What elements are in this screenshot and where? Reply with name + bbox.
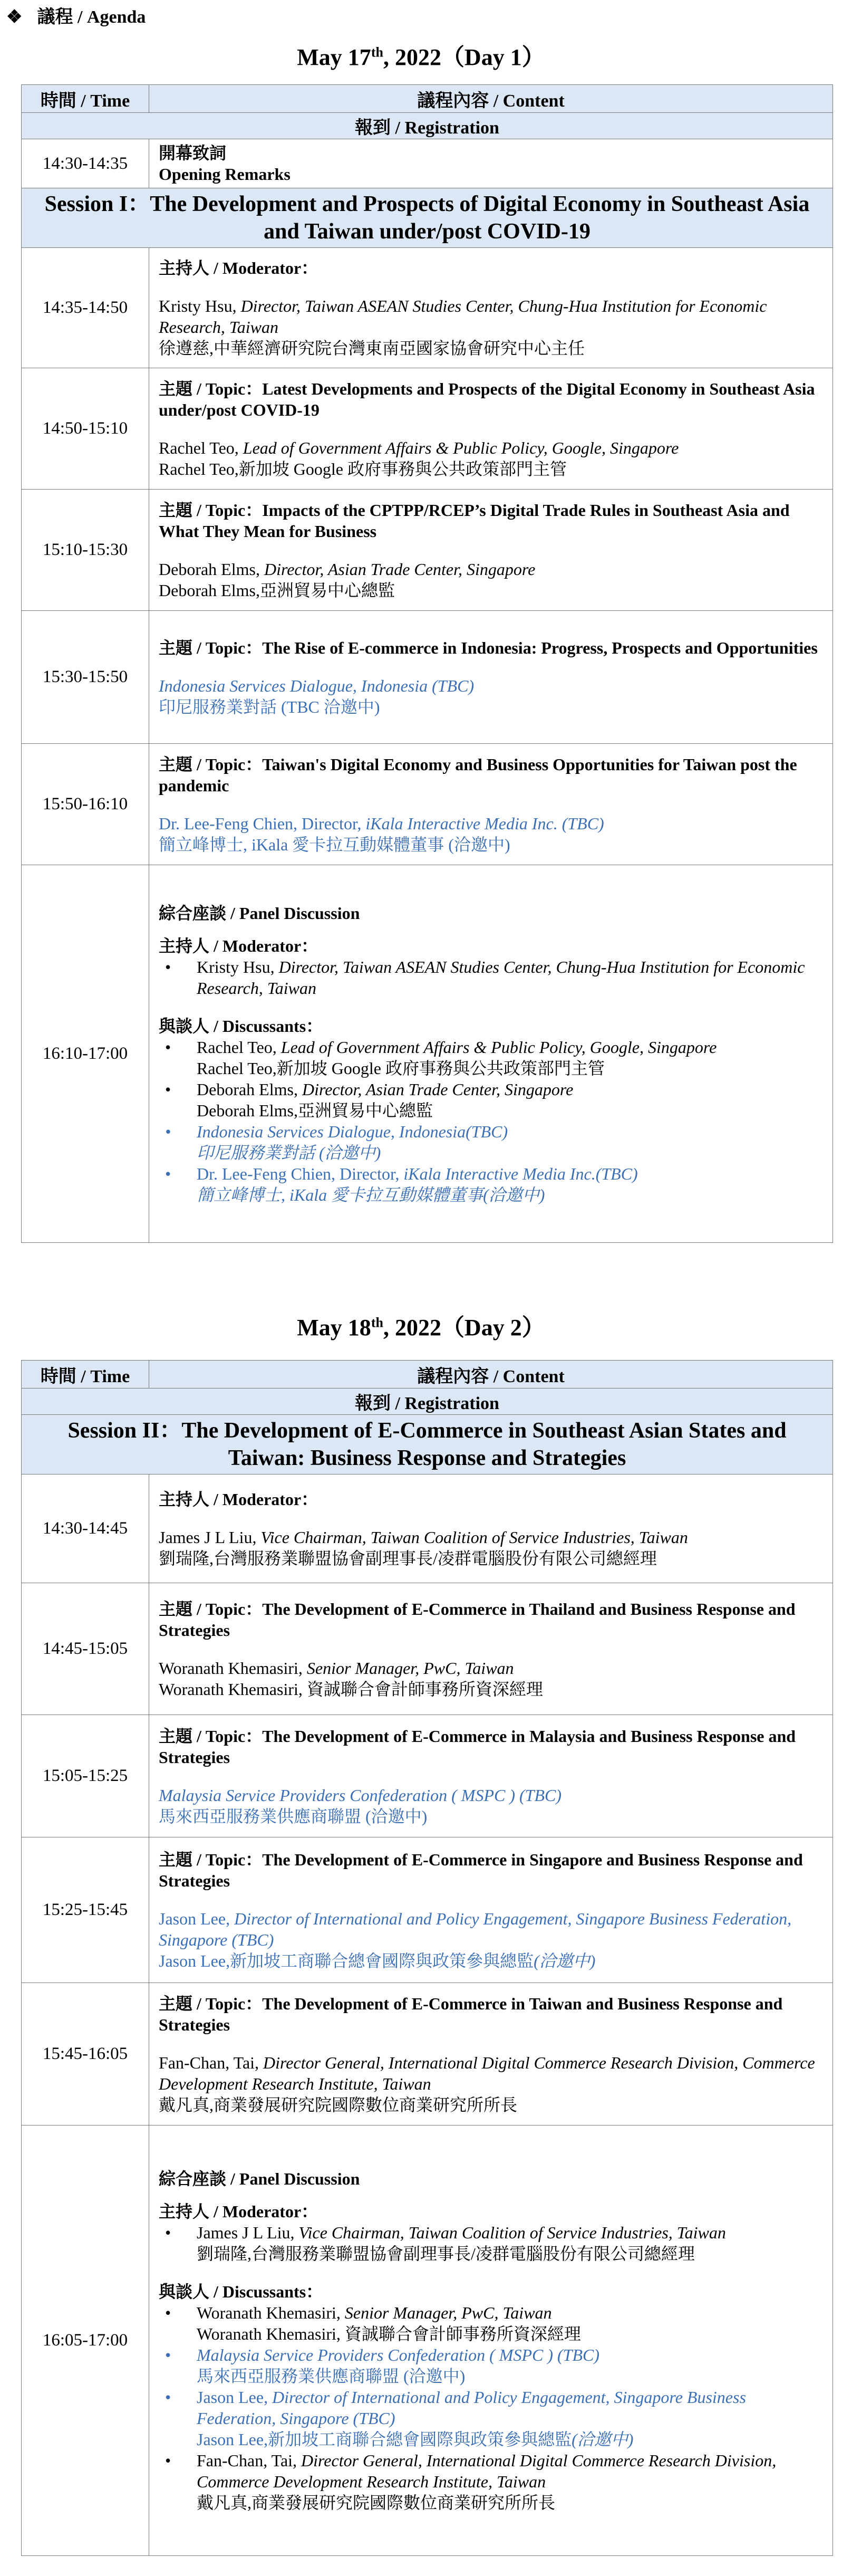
day2-panel-row: 16:05-17:00 綜合座談 / Panel Discussion 主持人 / Moderator： • James J L Liu, Vice Chairman, Taiwan Coalition of Service Industries, Taiwan 劉瑞隆,台灣服務業聯盟協會副理事長/凌群電腦股份有限公司總經理 與談人 / Discussants： • Woranath Khemasiri, Senior Manager, PwC, Taiwan Woranath Khemasiri, 資誠聯合會計師事務所資深經理 • Malaysia Service Providers Confederation ( MSPC ) (TBC) 馬來西亞服務業供應商聯盟 (洽邀中) • Jason Lee, Director of International and Policy Engagement, Singapore Business Federation, Singapore (TBC) Jason Lee,新加坡工商聯合總會國際與政策參與總監(洽邀中) • Fan-Chan, Tai, Director General, International Digital Commerce Research Division, Commerce Development Research Institute, Taiwan 戴凡真,商業發展研究院國際數位商業研究所所長 [22,2125,833,2556]
day1-agenda-table [21,84,833,1243]
list-item: • Indonesia Services Dialogue, Indonesia(TBC) 印尼服務業對話 (洽邀中) [159,1121,823,1163]
day2-topic-row: 15:25-15:45 主題 / Topic：The Development of E-Commerce in Singapore and Business Response and Strategies Jason Lee, Director of International and Policy Engagement, Singapore Business Federation, Singapore (TBC) Jason Lee,新加坡工商聯合總會國際與政策參與總監(洽邀中) [22,1837,833,1983]
opening-row [22,139,833,188]
registration-row: 報到 / Registration [22,1388,833,1415]
topic-content: 主題 / Topic：Taiwan's Digital Economy and Business Opportunities for Taiwan post the pandemic Dr. Lee-Feng Chien, Director, iKala Interactive Media Inc. (TBC) 簡立峰博士, iKala 愛卡拉互動媒體董事 (洽邀中) [149,744,833,865]
time-column-header: 時間 / Time [22,85,149,113]
session-2-row [22,1415,833,1474]
day1-title: May 17th, 2022（Day 1） [297,44,545,70]
day1-panel-row: 16:10-17:00 綜合座談 / Panel Discussion 主持人 / Moderator： • Kristy Hsu, Director, Taiwan ASEAN Studies Center, Chung-Hua Institution for Economic Research, Taiwan 與談人 / Discussants： • Rachel Teo, Lead of Government Affairs & Public Policy, Google, Singapore Rachel Teo,新加坡 Google 政府事務與公共政策部門主管 • Deborah Elms, Director, Asian Trade Center, Singapore Deborah Elms,亞洲貿易中心總監 • Indonesia Services Dialogue, Indonesia(TBC) 印尼服務業對話 (洽邀中) • Dr. Lee-Feng Chien, Director, iKala Interactive Media Inc.(TBC) 簡立峰博士, iKala 愛卡拉互動媒體董事(洽邀中) [22,865,833,1243]
topic-content: 主題 / Topic：The Development of E-Commerce in Malaysia and Business Response and Strategies Malaysia Service Providers Confederation ( MSPC ) (TBC) 馬來西亞服務業供應商聯盟 (洽邀中) [149,1715,833,1837]
opening-time: 14:30-14:35 [22,139,149,188]
day2-topic-row: 14:45-15:05 主題 / Topic：The Development of E-Commerce in Thailand and Business Response and Strategies Woranath Khemasiri, Senior Manager, PwC, Taiwan Woranath Khemasiri, 資誠聯合會計師事務所資深經理 [22,1583,833,1715]
day2-title: May 18th, 2022（Day 2） [297,1315,545,1340]
day1-topic-row: 15:10-15:30 主題 / Topic：Impacts of the CPTPP/RCEP’s Digital Trade Rules in Southeast Asia and What They Mean for Business Deborah Elms, Director, Asian Trade Center, Singapore Deborah Elms,亞洲貿易中心總監 [22,490,833,611]
topic-content: 主題 / Topic：Impacts of the CPTPP/RCEP’s Digital Trade Rules in Southeast Asia and What They Mean for Business Deborah Elms, Director, Asian Trade Center, Singapore Deborah Elms,亞洲貿易中心總監 [149,490,833,611]
topic-content: 主題 / Topic：The Rise of E-commerce in Indonesia: Progress, Prospects and Opportunities Indonesia Services Dialogue, Indonesia (TBC) 印尼服務業對話 (TBC 洽邀中) [149,611,833,744]
list-item: • Deborah Elms, Director, Asian Trade Center, Singapore Deborah Elms,亞洲貿易中心總監 [159,1079,823,1121]
agenda-title-en: / Agenda [77,7,146,27]
table-header-row [22,85,833,113]
diamond-bullet-icon: ❖ [6,7,23,27]
list-item: • Rachel Teo, Lead of Government Affairs & Public Policy, Google, Singapore Rachel Teo,新加坡 Google 政府事務與公共政策部門主管 [159,1037,823,1079]
list-item: • Woranath Khemasiri, Senior Manager, PwC, Taiwan Woranath Khemasiri, 資誠聯合會計師事務所資深經理 [159,2302,823,2344]
day2-topic-row: 15:45-16:05 主題 / Topic：The Development of E-Commerce in Taiwan and Business Response and Strategies Fan-Chan, Tai, Director General, International Digital Commerce Research Division, Commerce Development Research Institute, Taiwan 戴凡真,商業發展研究院國際數位商業研究所所長 [22,1983,833,2125]
session-2-title: Session II：The Development of E-Commerce in Southeast Asian States and Taiwan: Business Response and Strategies [22,1415,833,1474]
panel-content: 綜合座談 / Panel Discussion 主持人 / Moderator： • Kristy Hsu, Director, Taiwan ASEAN Studies Center, Chung-Hua Institution for Economic Research, Taiwan 與談人 / Discussants： • Rachel Teo, Lead of Government Affairs & Public Policy, Google, Singapore Rachel Teo,新加坡 Google 政府事務與公共政策部門主管 • Deborah Elms, Director, Asian Trade Center, Singapore Deborah Elms,亞洲貿易中心總監 • Indonesia Services Dialogue, Indonesia(TBC) 印尼服務業對話 (洽邀中) • Dr. Lee-Feng Chien, Director, iKala Interactive Media Inc.(TBC) 簡立峰博士, iKala 愛卡拉互動媒體董事(洽邀中) [149,865,833,1243]
table-header-row [22,1361,833,1388]
list-item: • Dr. Lee-Feng Chien, Director, iKala Interactive Media Inc.(TBC) 簡立峰博士, iKala 愛卡拉互動媒體董事(洽邀中) [159,1163,823,1205]
topic-content: 主題 / Topic：The Development of E-Commerce in Singapore and Business Response and Strategies Jason Lee, Director of International and Policy Engagement, Singapore Business Federation, Singapore (TBC) Jason Lee,新加坡工商聯合總會國際與政策參與總監(洽邀中) [149,1837,833,1983]
panel-content: 綜合座談 / Panel Discussion 主持人 / Moderator： • James J L Liu, Vice Chairman, Taiwan Coalition of Service Industries, Taiwan 劉瑞隆,台灣服務業聯盟協會副理事長/凌群電腦股份有限公司總經理 與談人 / Discussants： • Woranath Khemasiri, Senior Manager, PwC, Taiwan Woranath Khemasiri, 資誠聯合會計師事務所資深經理 • Malaysia Service Providers Confederation ( MSPC ) (TBC) 馬來西亞服務業供應商聯盟 (洽邀中) • Jason Lee, Director of International and Policy Engagement, Singapore Business Federation, Singapore (TBC) Jason Lee,新加坡工商聯合總會國際與政策參與總監(洽邀中) • Fan-Chan, Tai, Director General, International Digital Commerce Research Division, Commerce Development Research Institute, Taiwan 戴凡真,商業發展研究院國際數位商業研究所所長 [149,2125,833,2556]
session-1-title: Session I：The Development and Prospects of Digital Economy in Southeast Asia and Taiwan under/post COVID-19 [22,188,833,248]
day2-moderator-row: 14:30-14:45 主持人 / Moderator： James J L Liu, Vice Chairman, Taiwan Coalition of Service Industries, Taiwan 劉瑞隆,台灣服務業聯盟協會副理事長/凌群電腦股份有限公司總經理 [22,1474,833,1583]
topic-content: 主題 / Topic：The Development of E-Commerce in Thailand and Business Response and Strategies Woranath Khemasiri, Senior Manager, PwC, Taiwan Woranath Khemasiri, 資誠聯合會計師事務所資深經理 [149,1583,833,1715]
time-column-header: 時間 / Time [22,1361,149,1388]
session-1-row [22,188,833,248]
day1-topic-row: 15:50-16:10 主題 / Topic：Taiwan's Digital Economy and Business Opportunities for Taiwan post the pandemic Dr. Lee-Feng Chien, Director, iKala Interactive Media Inc. (TBC) 簡立峰博士, iKala 愛卡拉互動媒體董事 (洽邀中) [22,744,833,865]
day1-topic-row: 14:50-15:10 主題 / Topic：Latest Developments and Prospects of the Digital Economy in Southeast Asia under/post COVID-19 Rachel Teo, Lead of Government Affairs & Public Policy, Google, Singapore Rachel Teo,新加坡 Google 政府事務與公共政策部門主管 [22,368,833,490]
day1-moderator-row: 14:35-14:50 主持人 / Moderator： Kristy Hsu, Director, Taiwan ASEAN Studies Center, Chung-Hua Institution for Economic Research, Taiwan 徐遵慈,中華經濟研究院台灣東南亞國家協會研究中心主任 [22,248,833,368]
day2-agenda-table [21,1360,833,2556]
agenda-header [6,2,146,28]
topic-content: 主題 / Topic：Latest Developments and Prospects of the Digital Economy in Southeast Asia under/post COVID-19 Rachel Teo, Lead of Government Affairs & Public Policy, Google, Singapore Rachel Teo,新加坡 Google 政府事務與公共政策部門主管 [149,368,833,490]
day1-topic-row: 15:30-15:50 主題 / Topic：The Rise of E-commerce in Indonesia: Progress, Prospects and Opportunities Indonesia Services Dialogue, Indonesia (TBC) 印尼服務業對話 (TBC 洽邀中) [22,611,833,744]
list-item: • Kristy Hsu, Director, Taiwan ASEAN Studies Center, Chung-Hua Institution for Economic Research, Taiwan [159,956,823,999]
topic-content: 主題 / Topic：The Development of E-Commerce in Taiwan and Business Response and Strategies Fan-Chan, Tai, Director General, International Digital Commerce Research Division, Commerce Development Research Institute, Taiwan 戴凡真,商業發展研究院國際數位商業研究所所長 [149,1983,833,2125]
list-item: • James J L Liu, Vice Chairman, Taiwan Coalition of Service Industries, Taiwan 劉瑞隆,台灣服務業聯盟協會副理事長/凌群電腦股份有限公司總經理 [159,2222,823,2264]
moderator-content: 主持人 / Moderator： Kristy Hsu, Director, Taiwan ASEAN Studies Center, Chung-Hua Institution for Economic Research, Taiwan 徐遵慈,中華經濟研究院台灣東南亞國家協會研究中心主任 [149,248,833,368]
opening-content: 開幕致詞 Opening Remarks [149,139,833,188]
content-column-header: 議程內容 / Content [149,1361,833,1388]
content-column-header: 議程內容 / Content [149,85,833,113]
list-item: • Fan-Chan, Tai, Director General, International Digital Commerce Research Division, Commerce Development Research Institute, Taiwan 戴凡真,商業發展研究院國際數位商業研究所所長 [159,2450,823,2513]
agenda-title-zh: 議程 [37,7,73,27]
list-item: • Jason Lee, Director of International and Policy Engagement, Singapore Business Federation, Singapore (TBC) Jason Lee,新加坡工商聯合總會國際與政策參與總監(洽邀中) [159,2387,823,2450]
list-item: • Malaysia Service Providers Confederation ( MSPC ) (TBC) 馬來西亞服務業供應商聯盟 (洽邀中) [159,2344,823,2387]
day2-topic-row: 15:05-15:25 主題 / Topic：The Development of E-Commerce in Malaysia and Business Response and Strategies Malaysia Service Providers Confederation ( MSPC ) (TBC) 馬來西亞服務業供應商聯盟 (洽邀中) [22,1715,833,1837]
moderator-content: 主持人 / Moderator： James J L Liu, Vice Chairman, Taiwan Coalition of Service Industries, Taiwan 劉瑞隆,台灣服務業聯盟協會副理事長/凌群電腦股份有限公司總經理 [149,1474,833,1583]
registration-row: 報到 / Registration [22,113,833,139]
